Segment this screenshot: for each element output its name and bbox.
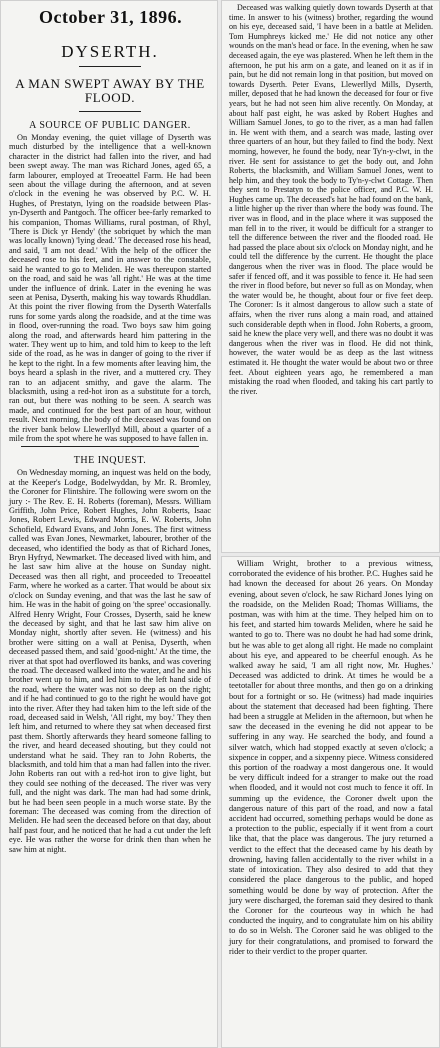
article-paragraph-verdict: William Wright, brother to a previous witness, corroborated the evidence of his brother. P.C. Hughes said he had known the deceased for about 26 years. On Monday evening, about seven o'clock, he saw Richard Jones lying on the roadside, on the Meliden Road; Thomas Williams, the postman, was with him at the time. They helped him on to his feet, and started him towards Meliden, where he said he wanted to go to. There was no doubt he had had some drink, but he was able to get along all right. He made no complaint about his eye, and appeared to be cheerful enough. As he walked away he said, 'I am all right now, Mr. Hughes.' Deceased was addicted to drink. At times he would be a teetotaller for about three months, and then go on a drinking bout for a fortnight or so. He (witness) had made inquiries about the statement that deceased had been fighting. There had been a struggle at Meliden in the afternoon, but when he saw the deceased in the evening he did not appear to be suffering in any way. He searched the body, and found a silver watch, which had stopped exactly at seven o'clock; a sixpence in copper, and a sixpenny piece. Witness considered this portion of the roadway a most dangerous one. It would be very difficult indeed for a stranger to make out the road when flooded, and it would not cost much to fence it off. In summing up the evidence, the Coroner dwelt upon the dangerous nature of this part of the road, and now a fatal accident had occurred, something perhaps would be done as a protection to the public, especially if it went from a court like that, that the place was dangerous. The jury returned a verdict to the effect that the deceased came by his death by drowning, having fallen accidentally to the river whilst in a state of intoxication. They also desired to add that they considered the place dangerous to the public, and hoped something would be done by way of protection. After the jury were discharged, the foreman said they desired to thank the Coroner for the courteous way in which he had conducted the inquiry, and to congratulate him on his ability to do so in Welsh. The Coroner said he was obliged to the jury for their congratulations, and promised to forward the rider to their verdict to the proper quarter. <box>229 559 433 956</box>
place-heading: DYSERTH. <box>61 42 159 61</box>
divider <box>79 111 141 112</box>
divider <box>79 66 141 67</box>
divider <box>21 446 199 447</box>
article-paragraph-inquest: On Wednesday morning, an inquest was held on the body, at the Keeper's Lodge, Bodelwyddan, by Mr. R. Bromley, the Coroner for Flintshire. The following were sworn on the jury :- The Rev. E. H. Roberts (foreman), Messrs. William Griffith, John Price, Robert Hughes, John Roberts, Isaac Jones, Robert Lewis, Edward Morris, E. W. Roberts, John Schofield, Edward Evans, and John Jones. The first witness called was Evan Jones, Newmarket, labourer, brother of the deceased, who identified the body as that of Richard Jones, Bryn Hyfryd, Newmarket. The deceased lived with him, and he last saw him alive at the house on Sunday night. Deceased was then all right, and proceeded to Treoeattel Farm, where he worked as a carter. That would be about six o'clock on Sunday evening, and that was the last he saw of him. He was in the habit of going on 'the spree' occasionally. Alfred Henry Wright, Four Crosses, Dyserth, said he knew the deceased by sight, and that he last saw him alive on Monday night, shortly after seven. He (witness) and his brother were sitting on a wall at Penisa, Dyserth, when deceased passed them, and said 'good-night.' At the time, the river at that spot had overflowed its banks, and was covering the road. The deceased walked into the water, and he and his brother went up to him, and led him to the left hand side of the road, where the water was not so deep as on the right; and if he had continued to go to the right he would have got into the river. After they had taken him to the left side of the road, deceased said in Welsh, 'All right, my boy.' They then left him, and returned to where they sat when deceased first past them. Shortly afterwards they heard someone falling to the river, and heard deceased shouting, but they could not understand what he said. They ran to John Roberts, the blacksmith, and told him that a man had fallen into the river. John Roberts ran out with a red-hot iron to give light, but they could see nothing of the deceased. The river was very full, and the night was dark. The man had had some drink, but he had been seen people in a much worse state. By the foreman: The deceased was coming from the direction of Meliden. He had seen the deceased before on that day, about half past four, and he noticed that he had a cut under the left eye. He was rather the worse for drink then than when he saw him at night. <box>9 468 211 854</box>
article-paragraph-testimony: Deceased was walking quietly down towards Dyserth at that time. In answer to his (witness) brother, regarding the wound on his eye, deceased said, 'I have been in a battle at Meliden. Tom Humphreys kicked me.' He did not notice any other wounds on the man's head or face. In the evening, when he saw deceased again, the eye was plastered. When he left them in the afternoon, he put his arm on a gate, and leaned on it as if in pain, but he did not remain long in that position, but moved on towards Dyserth. Peter Evans, Llewerllyd Mills, Dyserth, miller, deposed that he had known the deceased for four or five years, but he had not seen him alive recently. On Monday, at about half past eight, he was asked by Robert Hughes and William Samuel Jones, to go to the river, as a man had fallen in. He went with them, and a search was made, lasting over three quarters of an hour, but they failed to find the body. Next morning, however, he found the body, near Ty'n-y-clwt, in the river. He sent for assistance to get the body out, and John Roberts, the blacksmith, and William Samuel Jones, went to help him, and they took the body to Ty'n-y-clwt Cottage. Then they sent to Prestatyn to the police officer, and P.C. W. H. Hughes came up. The deceased's hat he had found on the bank, a little higher up the river than where the body was found. The river was in flood, and in the place where it was supposed the man fell in to the river, it would be difficult for a stranger to tell the difference between the river and the flooded road. He had passed the place about six o'clock on Monday night, and he could tell the difference by the current. He thought the place dangerous when the river was in flood. The place would be safer if fenced off, and it was possible to fence it. He had seen the river in flood before, but never so full as on Monday, when the water would be, he thought, about four or five feet deep. The Coroner: Is it almost dangerous to allow such a state of affairs, when the river runs along a main road, and attained such considerable depth when in flood. John Roberts, a groom, said he knew the place very well, and there was no doubt it was dangerous when the river was in flood. He did not think, however, the water would be as deep as the last witness estimated it. He thought the water would be about two or three feet. About eighteen years ago, he remembered a man mistaking the road when flooded, and taking his cart partly to the river. <box>229 3 433 396</box>
issue-date: October 31, 1896. <box>39 7 183 27</box>
section-heading-inquest: THE INQUEST. <box>73 455 147 467</box>
section-heading-danger: A SOURCE OF PUBLIC DANGER. <box>29 120 191 131</box>
article-paragraph-danger: On Monday evening, the quiet village of Dyserth was much disturbed by the intelligence that a well-known character in the district had fallen into the river, and had been swept away. The man was Richard Jones, aged 65, a farm labourer, employed at Treoeattel Farm. He had been seen about the village during the afternoon, and at seven o'clock in the evening he was observed by P.C. W. H. Hughes, of Prestatyn, lying on the roadside between Plas-yn-Dyserth and Pantgoch. The officer bee-farly remarked to his companion, Thomas Williams, rural postman, of Rhyl, 'There is Dick yr Hendy' (the sobriquet by which the man was locally known) 'lying dead.' The deceased rose his head, and said, 'I am not dead.' With the help of the officer the deceased rose to his feet, and in answer to the constable, said he wanted to go to Meliden. He was thereupon started on the road, and said he was 'all right.' He was at the time under the influence of drink. Later in the evening he was seen at Penisa, Dyserth, making his way towards Rhuddlan. At this point the river flowing from the Dyserth Waterfalls runs for some yards along the roadside, and at the time was in flood, over-running the road. Two boys saw him going along the road, and afterwards heard him pattering in the water. They went up to him, and told him to keep to the left side of the road, as he was in danger of going to the river if he kept to the right. In a few moments after leaving him, the boys heard a splash in the river, and a muttered cry. They ran to an adjacent smithy, and gave the alarm. The blacksmith, using a red-hot iron as a substitute for a torch, ran out, but there was nothing to be seen. A search was made, and continued for the best part of an hour, without result. Next morning, the body of the deceased was found on the river bank below Llewerllyd Mill, about a quarter of a mile from the spot where he was supposed to have fallen in. <box>9 133 211 443</box>
right-column-top <box>221 0 440 553</box>
left-column <box>0 0 218 1048</box>
article-headline: A MAN SWEPT AWAY BY THE FLOOD. <box>15 76 205 105</box>
right-column-bottom <box>221 556 440 1048</box>
